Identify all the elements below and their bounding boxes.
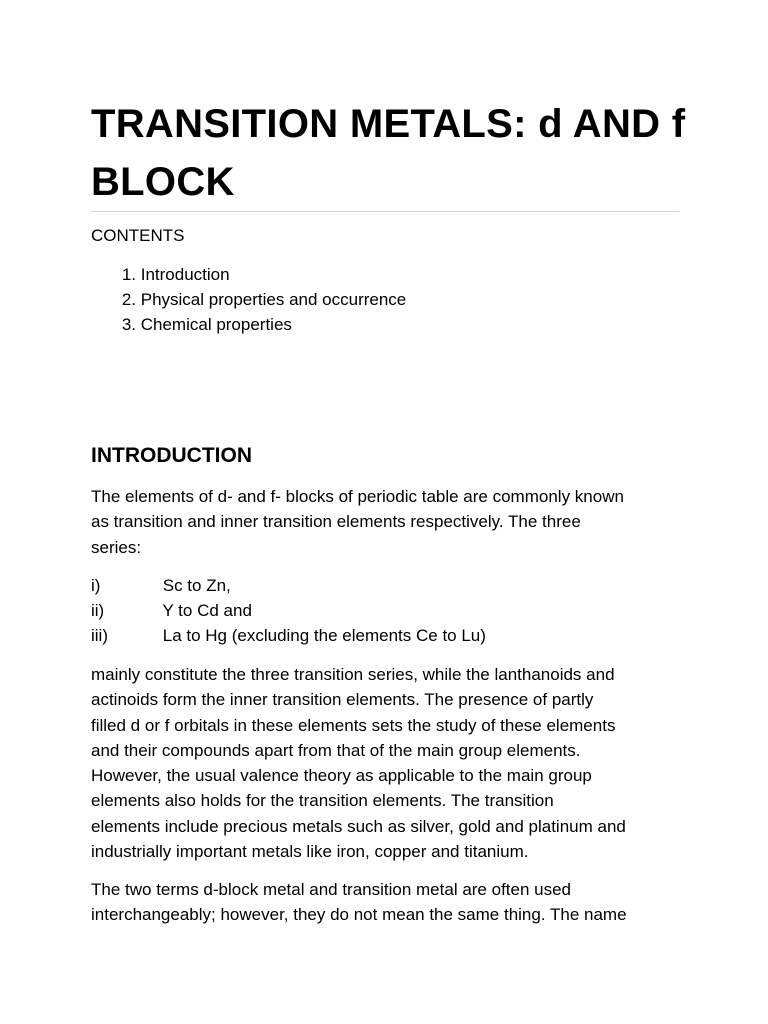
paragraph-line: and their compounds apart from that of the main group elements. <box>91 740 581 760</box>
contents-item <box>91 262 406 287</box>
paragraph-line: as transition and inner transition elements respectively. The three <box>91 512 581 532</box>
paragraph-line: elements also holds for the transition elements. The transition <box>91 791 554 811</box>
series-item-text: La to Hg (excluding the elements Ce to Lu) <box>162 626 486 645</box>
contents-item-number: 2. <box>121 290 136 309</box>
document-title <box>91 95 691 211</box>
intro-paragraph-2 <box>91 662 691 864</box>
paragraph-line: filled d or f orbitals in these elements sets the study of these elements <box>91 715 616 735</box>
paragraph-line: The two terms d-block metal and transition metal are often used <box>91 880 572 899</box>
contents-item-label: Chemical properties <box>140 315 292 334</box>
series-item <box>91 623 486 648</box>
series-item-text: Y to Cd and <box>162 601 252 620</box>
paragraph-line: mainly constitute the three transition series, while the lanthanoids and <box>91 665 615 684</box>
section-heading-introduction: INTRODUCTION <box>91 444 252 467</box>
series-item <box>91 573 486 598</box>
contents-item-label: Physical properties and occurrence <box>140 290 407 309</box>
paragraph-line: actinoids form the inner transition elements. The presence of partly <box>91 690 594 710</box>
contents-item-label: Introduction <box>140 265 230 284</box>
series-list <box>91 573 486 648</box>
series-item-text: Sc to Zn, <box>162 576 231 595</box>
title-divider <box>91 211 679 212</box>
series-item-numeral: iii) <box>91 626 108 645</box>
intro-paragraph-3 <box>91 877 691 928</box>
contents-item-number: 3. <box>121 315 136 334</box>
paragraph-line: elements include precious metals such as silver, gold and platinum and <box>91 816 626 836</box>
title-line-1: TRANSITION METALS: d AND f <box>91 102 686 146</box>
contents-item <box>91 312 406 337</box>
contents-heading: CONTENTS <box>91 226 185 245</box>
intro-paragraph-1 <box>91 484 691 560</box>
contents-item-number: 1. <box>121 265 136 284</box>
series-item-numeral: ii) <box>91 601 105 620</box>
contents-list <box>91 262 406 337</box>
series-item-numeral: i) <box>91 576 101 595</box>
paragraph-line: The elements of d- and f- blocks of periodic table are commonly known <box>91 487 624 506</box>
paragraph-line: interchangeably; however, they do not mean the same thing. The name <box>91 905 627 925</box>
paragraph-line: industrially important metals like iron, copper and titanium. <box>91 842 529 862</box>
series-item <box>91 598 486 623</box>
paragraph-line: series: <box>91 537 142 557</box>
title-line-2: BLOCK <box>91 160 235 204</box>
paragraph-line: However, the usual valence theory as applicable to the main group <box>91 766 592 786</box>
contents-item <box>91 287 406 312</box>
